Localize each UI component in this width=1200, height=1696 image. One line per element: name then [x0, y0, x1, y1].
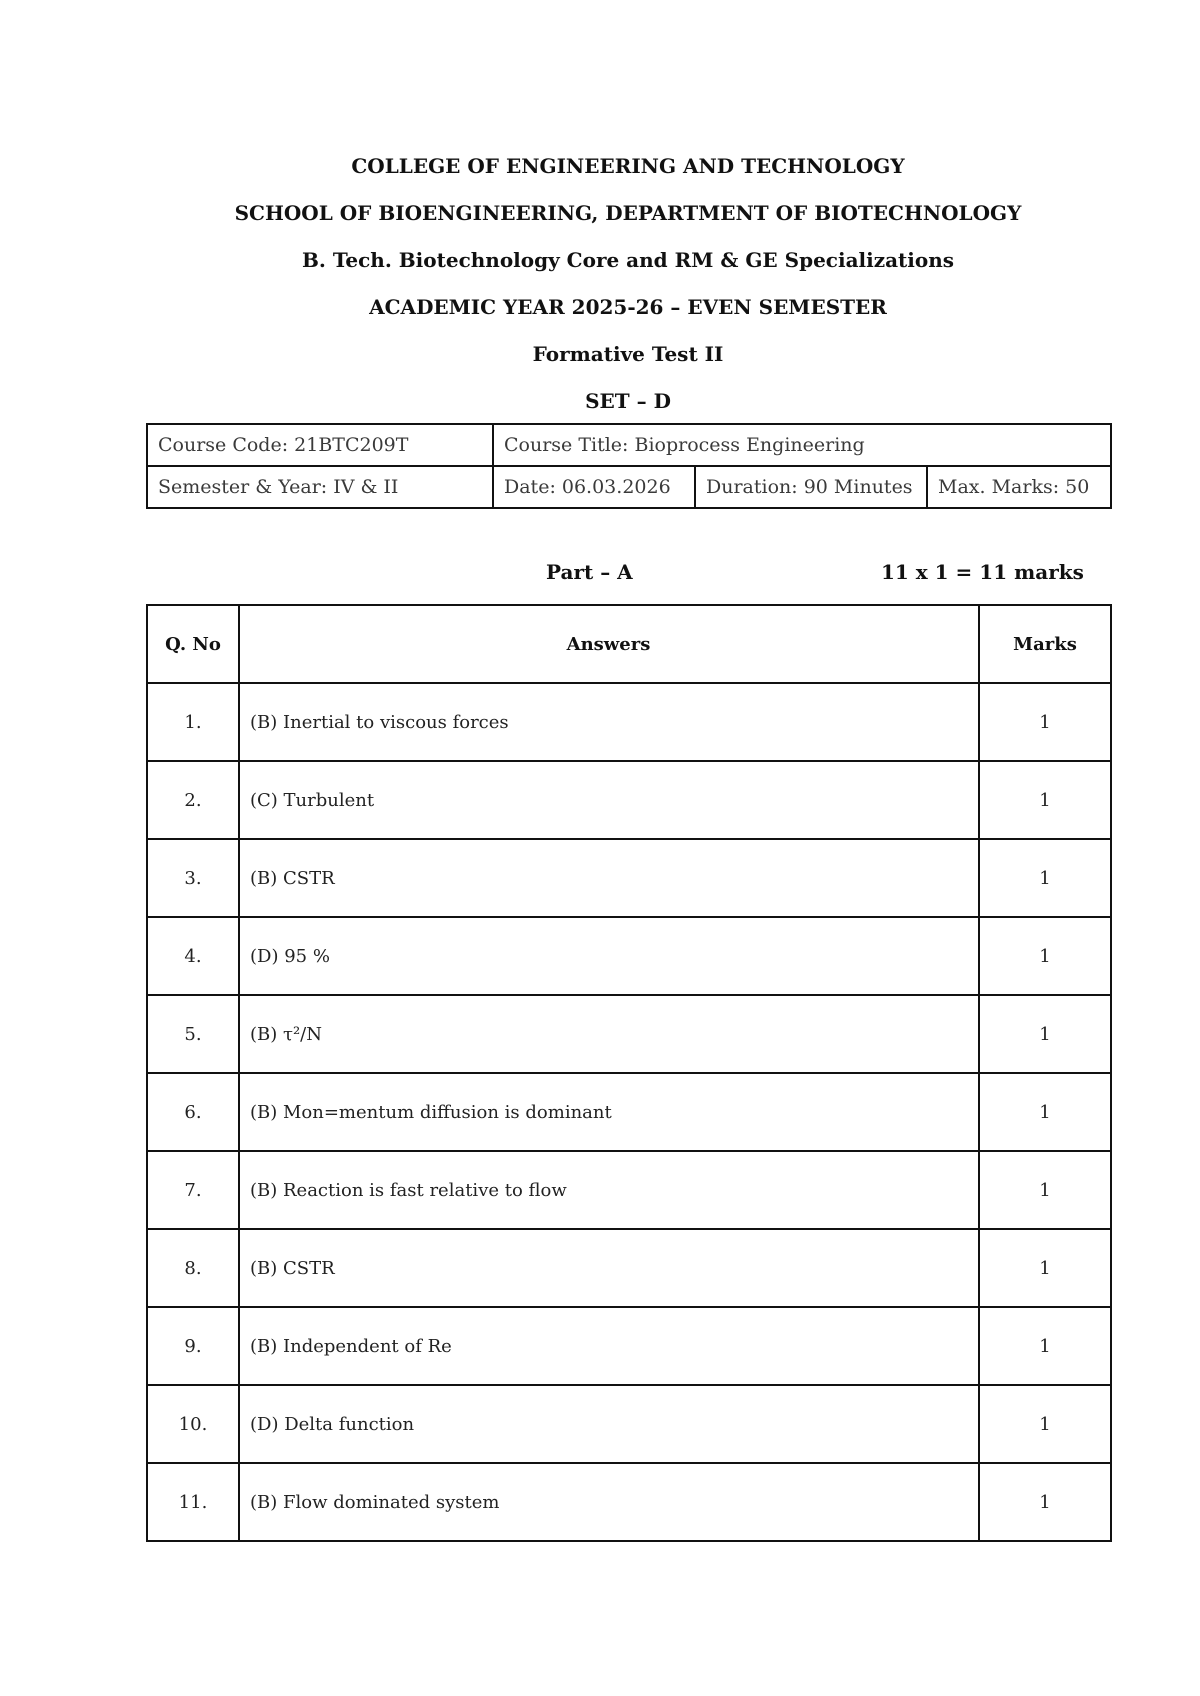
exam-duration: Duration: 90 Minutes: [695, 466, 927, 508]
question-number: 6.: [147, 1073, 239, 1151]
answer-marks: 1: [979, 1385, 1111, 1463]
table-row: [147, 1463, 1111, 1541]
table-row: [147, 1307, 1111, 1385]
question-number: 7.: [147, 1151, 239, 1229]
question-number: 2.: [147, 761, 239, 839]
question-number: 5.: [147, 995, 239, 1073]
answer-marks: 1: [979, 839, 1111, 917]
question-number: 10.: [147, 1385, 239, 1463]
part-a-marks-summary: 11 x 1 = 11 marks: [881, 560, 1084, 584]
answer-marks: 1: [979, 1073, 1111, 1151]
answer-text: (B) Flow dominated system: [239, 1463, 979, 1541]
answer-text: (C) Turbulent: [239, 761, 979, 839]
table-row: [147, 1229, 1111, 1307]
answer-text: (B) CSTR: [239, 839, 979, 917]
answer-text: (B) Independent of Re: [239, 1307, 979, 1385]
answer-marks: 1: [979, 995, 1111, 1073]
answer-marks: 1: [979, 917, 1111, 995]
table-row: [147, 995, 1111, 1073]
question-number: 9.: [147, 1307, 239, 1385]
course-title: Course Title: Bioprocess Engineering: [493, 424, 1111, 466]
answer-marks: 1: [979, 1307, 1111, 1385]
answers-table: [146, 604, 1112, 1542]
question-number: 4.: [147, 917, 239, 995]
answer-marks: 1: [979, 1151, 1111, 1229]
document-header: [146, 143, 1110, 425]
qno-column-header: Q. No: [147, 605, 239, 683]
course-info-row: [147, 466, 1111, 508]
table-row: [147, 683, 1111, 761]
max-marks: Max. Marks: 50: [927, 466, 1111, 508]
question-number: 3.: [147, 839, 239, 917]
course-info-row: [147, 424, 1111, 466]
table-row: [147, 761, 1111, 839]
school-name: SCHOOL OF BIOENGINEERING, DEPARTMENT OF BIOTECHNOLOGY: [234, 201, 1022, 225]
answer-text: (D) 95 %: [239, 917, 979, 995]
academic-year: ACADEMIC YEAR 2025-26 – EVEN SEMESTER: [369, 295, 887, 319]
answers-column-header: Answers: [239, 605, 979, 683]
question-number: 1.: [147, 683, 239, 761]
marks-column-header: Marks: [979, 605, 1111, 683]
set-label: SET – D: [585, 389, 671, 413]
course-code: Course Code: 21BTC209T: [147, 424, 493, 466]
course-info-table: [146, 423, 1112, 509]
answer-marks: 1: [979, 1463, 1111, 1541]
table-row: [147, 1151, 1111, 1229]
answer-text: (D) Delta function: [239, 1385, 979, 1463]
table-row: [147, 1073, 1111, 1151]
table-row: [147, 917, 1111, 995]
question-number: 11.: [147, 1463, 239, 1541]
answer-text: (B) CSTR: [239, 1229, 979, 1307]
exam-date: Date: 06.03.2026: [493, 466, 695, 508]
answer-text: (B) Reaction is fast relative to flow: [239, 1151, 979, 1229]
programme-name: B. Tech. Biotechnology Core and RM & GE Specializations: [301, 248, 955, 272]
test-name: Formative Test II: [532, 342, 724, 366]
table-row: [147, 839, 1111, 917]
part-a-title: Part – A: [546, 560, 633, 584]
answers-header-row: [147, 605, 1111, 683]
table-row: [147, 1385, 1111, 1463]
answer-marks: 1: [979, 683, 1111, 761]
answer-text: (B) Mon=mentum diffusion is dominant: [239, 1073, 979, 1151]
semester-year: Semester & Year: IV & II: [147, 466, 493, 508]
question-number: 8.: [147, 1229, 239, 1307]
answer-text: (B) τ²/N: [239, 995, 979, 1073]
college-name: COLLEGE OF ENGINEERING AND TECHNOLOGY: [351, 154, 905, 178]
answer-marks: 1: [979, 1229, 1111, 1307]
answer-text: (B) Inertial to viscous forces: [239, 683, 979, 761]
answer-marks: 1: [979, 761, 1111, 839]
